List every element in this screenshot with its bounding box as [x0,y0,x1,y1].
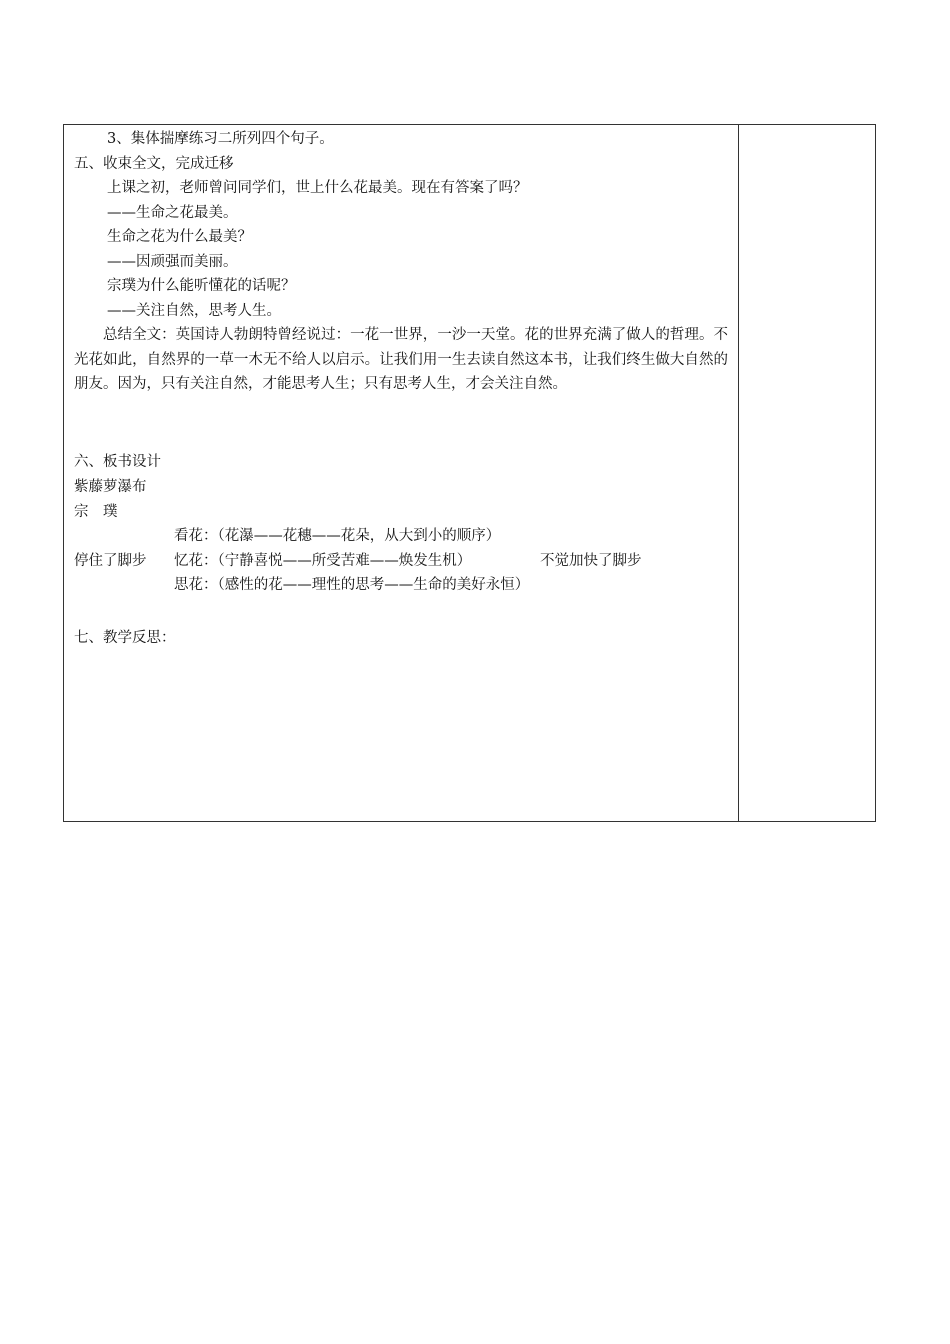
summary-paragraph: 总结全文：英国诗人勃朗特曾经说过：一花一世界，一沙一天堂。花的世界充满了做人的哲理。不光花如此，自然界的一草一木无不给人以启示。让我们用一生去读自然这本书，让我们终生做大自然的朋友。因为，只有关注自然，才能思考人生；只有思考人生，才会关注自然。 [74,327,728,392]
question-2: 生命之花为什么最美？ [107,229,252,245]
board-author: 宗 璞 [74,504,118,520]
board-line-think: 思花：（感性的花——理性的思考——生命的美好永恒） [174,577,530,593]
answer-1: ——生命之花最美。 [107,205,238,221]
board-title: 紫藤萝瀑布 [74,479,147,495]
board-left-label: 停住了脚步 [74,553,147,569]
board-line-look: 看花：（花瀑——花穗——花朵，从大到小的顺序） [174,528,501,544]
answer-2: ——因顽强而美丽。 [107,254,238,270]
section-6-heading: 六、板书设计 [74,454,161,470]
board-right-label: 不觉加快了脚步 [540,553,642,569]
notes-column-cell [739,125,875,821]
lesson-table [63,124,876,822]
question-1: 上课之初，老师曾问同学们，世上什么花最美。现在有答案了吗？ [107,180,528,196]
section-5-heading: 五、收束全文，完成迁移 [74,156,234,172]
board-line-recall: 忆花：（宁静喜悦——所受苦难——焕发生机） [174,553,472,569]
answer-3: ——关注自然，思考人生。 [107,303,281,319]
section-7-heading: 七、教学反思： [74,630,176,646]
question-3: 宗璞为什么能听懂花的话呢？ [107,278,296,294]
item-3: 3、集体揣摩练习二所列四个句子。 [107,131,334,147]
